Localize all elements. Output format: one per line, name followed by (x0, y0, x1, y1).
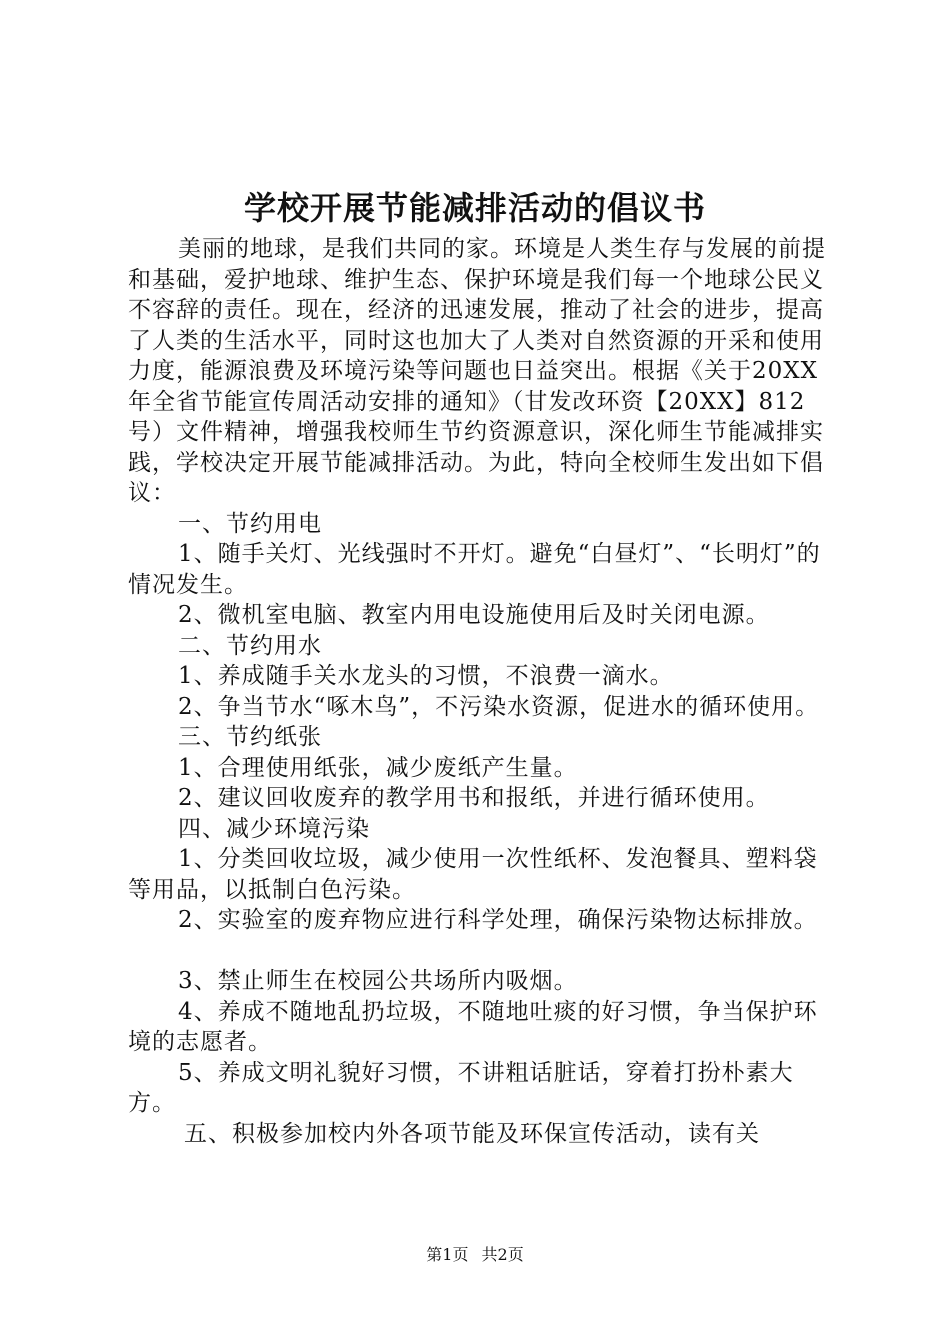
list-item: 1、合理使用纸张，减少废纸产生量。 (178, 754, 578, 781)
document-title: 学校开展节能减排活动的倡议书 (243, 189, 706, 227)
page-number: 第1页 (426, 1245, 469, 1264)
list-item: 2、建议回收废弃的教学用书和报纸，并进行循环使用。 (178, 785, 770, 811)
list-item: 4、养成不随地乱扔垃圾，不随地吐痰的好习惯，争当保护环境的志愿者。 (128, 998, 818, 1055)
list-item: 3、禁止师生在校园公共场所内吸烟。 (178, 968, 578, 994)
section-heading: 三、节约纸张 (178, 724, 322, 750)
section-heading: 四、减少环境污染 (178, 815, 370, 842)
paragraph-gap (128, 936, 840, 967)
section-heading: 二、节约用水 (178, 632, 322, 659)
section-heading: 五、积极参加校内外各项节能及环保宣传活动，读有关 (184, 1120, 760, 1147)
section-heading: 一、节约用电 (178, 510, 322, 537)
list-item: 5、养成文明礼貌好习惯，不讲粗话脏话，穿着打扮朴素大方。 (128, 1059, 794, 1116)
intro-paragraph: 美丽的地球，是我们共同的家。环境是人类生存与发展的前提和基础，爱护地球、维护生态、保护环境是我们每一个地球公民义不容辞的责任。现在，经济的迅速发展，推动了社会的进步，提高了人类的生活水平，同时这也加大了人类对自然资源的开采和使用力度，能源浪费及环境污染等问题也日益突出。根据《关于20XX年全省节能宣传周活动安排的通知》（甘发改环资【20XX】812号）文件精神，增强我校师生节约资源意识，深化师生节能减排实践，学校决定开展节能减排活动。为此，特向全校师生发出如下倡议： (128, 236, 826, 506)
list-item: 2、实验室的废弃物应进行科学处理，确保污染物达标排放。 (178, 907, 818, 933)
list-item: 1、随手关灯、光线强时不开灯。避免“白昼灯”、“长明灯”的情况发生。 (128, 541, 821, 598)
page-total: 共2页 (481, 1245, 524, 1264)
list-item: 1、养成随手关水龙头的习惯，不浪费一滴水。 (178, 663, 674, 689)
document-body (128, 234, 840, 1149)
list-item: 2、争当节水“啄木鸟”，不污染水资源，促进水的循环使用。 (178, 693, 820, 720)
list-item: 1、分类回收垃圾，减少使用一次性纸杯、发泡餐具、塑料袋等用品，以抵制白色污染。 (128, 846, 818, 903)
page-footer (0, 1244, 950, 1266)
list-item: 2、微机室电脑、教室内用电设施使用后及时关闭电源。 (178, 602, 770, 628)
